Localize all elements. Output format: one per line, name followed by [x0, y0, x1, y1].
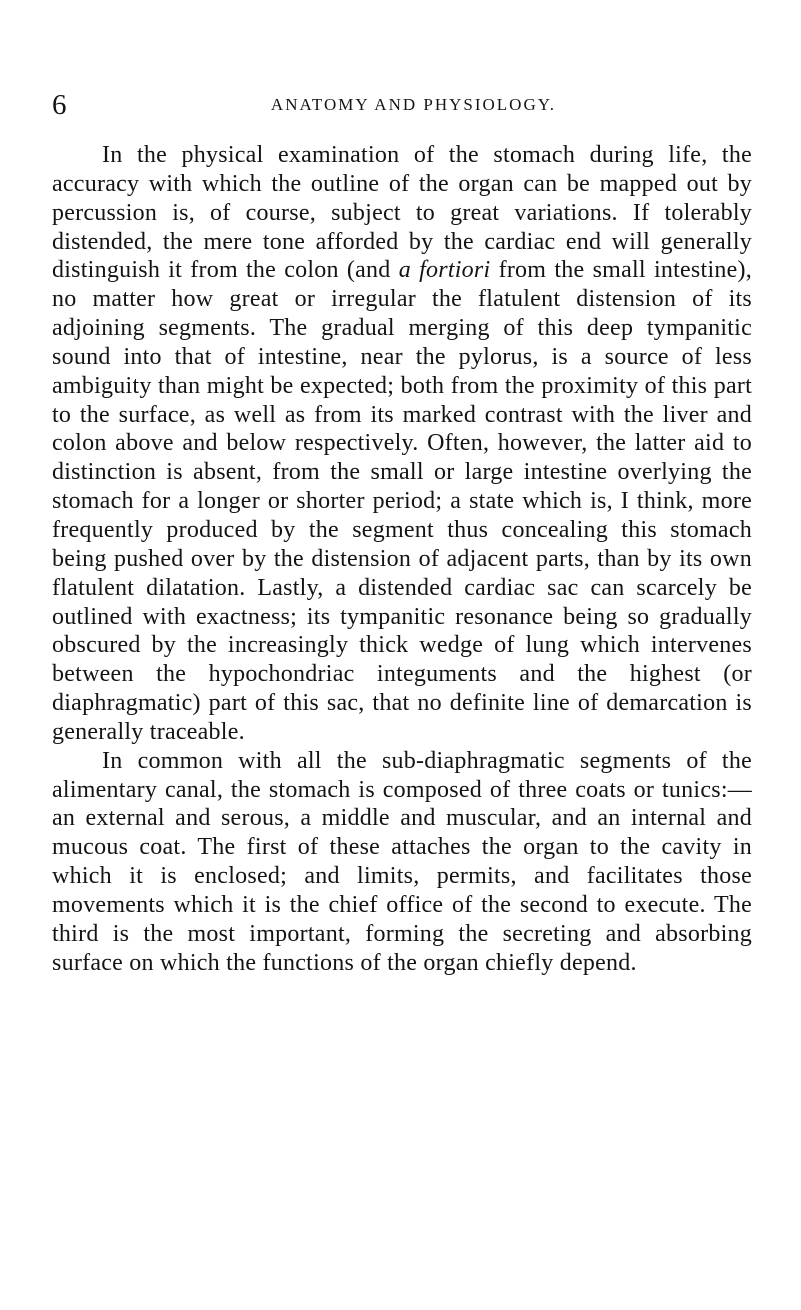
body-text	[52, 141, 752, 977]
paragraph-text: In the physical examination of the stomach during life, the accuracy with which the outline of the organ can be mapped out by percussion is, of course, subject to great variations. If tolerably distended, the mere tone afforded by the cardiac end will generally distinguish it from the colon (and	[52, 142, 752, 284]
running-head	[52, 90, 749, 120]
paragraph-text: from the small intestine), no matter how great or irregular the flatulent distension of its adjoining segments. The gradual merging of this deep tympanitic sound into that of intestine, near the pylorus, is a source of less ambiguity than might be expected; both from the proximity of this part to the surface, as well as from its marked contrast with the liver and colon above and below respectively. Often, however, the latter aid to distinction is absent, from the small or large intestine overlying the stomach for a longer or shorter period; a state which is, I think, more frequently produced by the segment thus concealing this stomach being pushed over by the distension of adjacent parts, than by its own flatulent dilatation. Lastly, a distended cardiac sac can scarcely be outlined with exactness; its tympanitic resonance being so gradually obscured by the increasingly thick wedge of lung which intervenes between the hypochondriac integuments and the highest (or diaphragmatic) part of this sac, that no definite line of demarcation is generally traceable.	[52, 257, 753, 745]
italic-phrase: a fortiori	[398, 257, 491, 284]
paragraph-stomach-coats: In common with all the sub-diaphragmatic segments of the alimentary canal, the stomach is composed of three coats or tunics:—an external and serous, a middle and muscular, and an internal and mucous coat. The first of these attaches the organ to the cavity in which it is enclosed; and limits, permits, and facilitates those movements which it is the chief office of the second to execute. The third is the most important, forming the secreting and absorbing surface on which the functions of the organ chiefly depend.	[52, 747, 752, 976]
page-number: 6	[52, 89, 67, 121]
running-head-title: ANATOMY AND PHYSIOLOGY.	[270, 95, 557, 114]
paragraph-stomach-examination	[52, 141, 752, 747]
